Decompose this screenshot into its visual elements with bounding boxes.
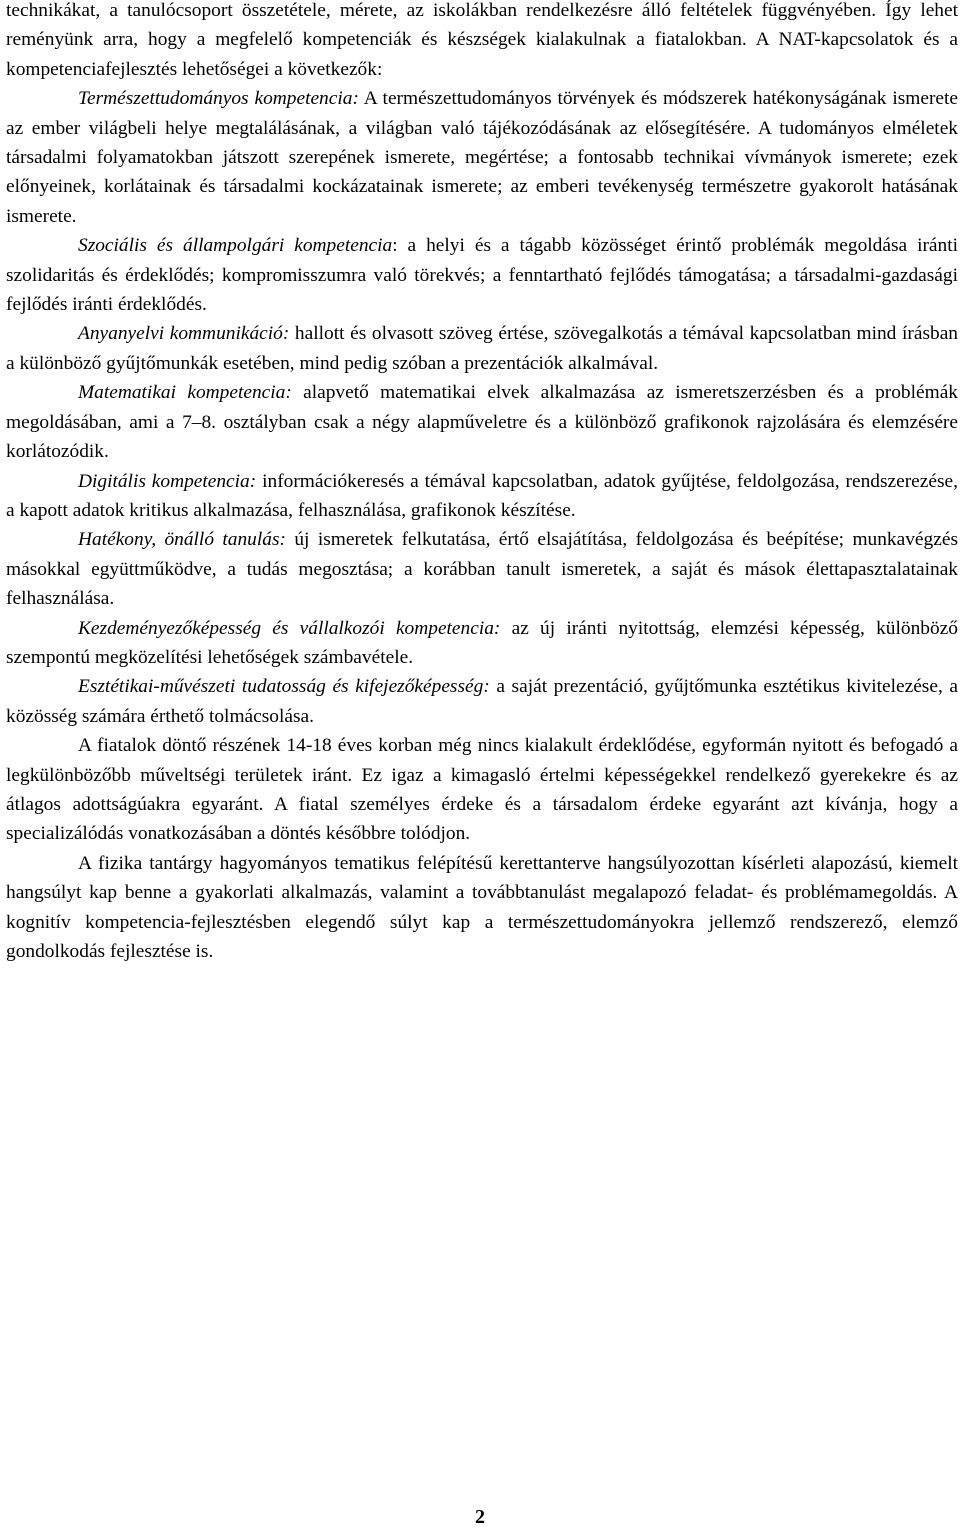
paragraph-esztetikai-tudatossag xyxy=(6,672,958,731)
paragraph-fizika-tantargy xyxy=(6,849,958,967)
competency-term: Szociális és állampolgári kompetencia xyxy=(78,235,393,257)
paragraph-text: új ismeretek felkutatása, értő elsajátítása, feldolgozása és beépítése; munkavégzés másokkal együttműködve, a tudás megosztása; a korábban tanult ismeretek, a saját és mások élettapasztalatainak felhasználása. xyxy=(6,529,958,610)
paragraph-text: A fiatalok döntő részének 14-18 éves korban még nincs kialakult érdeklődése, egyformán nyitott és befogadó a legkülönbözőbb műveltségi területek iránt. Ez igaz a kimagasló értelmi képességekkel rendelkező gyerekekre és az átlagos adottságúakra egyaránt. A fiatal személyes érdeke és a társadalom érdeke egyaránt azt kívánja, hogy a specializálódás vonatkozásában a döntés későbbre tolódjon. xyxy=(6,735,958,845)
paragraph-matematikai-kompetencia xyxy=(6,378,958,466)
paragraph-text: A természettudományos törvények és módszerek hatékonyságának ismerete az ember világbeli helye megtalálásának, a világban való tájékozódásának az elősegítésére. A tudományos elméletek társadalmi folyamatokban játszott szerepének ismerete, megértése; a fontosabb technikai vívmányok ismerete; ezek előnyeinek, korlátainak és társadalmi kockázatainak ismerete; az emberi tevékenység természetre gyakorolt hatásának ismerete. xyxy=(6,88,958,227)
paragraph-fiatalok xyxy=(6,731,958,849)
body-text xyxy=(6,0,958,966)
paragraph-hatekony-tanulas xyxy=(6,525,958,613)
paragraph-kezdemenyezokepesseg xyxy=(6,614,958,673)
competency-term: Természettudományos kompetencia: xyxy=(78,88,359,110)
competency-term: Kezdeményezőképesség és vállalkozói kompetencia: xyxy=(78,617,501,639)
paragraph-text: hallott és olvasott szöveg értése, szövegalkotás a témával kapcsolatban mind írásban a különböző gyűjtőmunkák esetében, mind pedig szóban a prezentációk alkalmával. xyxy=(6,323,959,374)
paragraph-text: : a helyi és a tágabb közösséget érintő problémák megoldása iránti szolidaritás és érdeklődés; kompromisszumra való törekvés; a fenntartható fejlődés támogatása; a társadalmi-gazdasági fejlődés iránti érdeklődés. xyxy=(6,235,959,316)
paragraph-text: információkeresés a témával kapcsolatban, adatok gyűjtése, feldolgozása, rendszerezése, a kapott adatok kritikus alkalmazása, felhasználása, grafikonok készítése. xyxy=(6,470,958,521)
paragraph-text: alapvető matematikai elvek alkalmazása az ismeretszerzésben és a problémák megoldásában, ami a 7–8. osztályban csak a négy alapműveletre és a különböző grafikonok rajzolására és elemzésére korlátozódik. xyxy=(6,382,958,463)
competency-term: Hatékony, önálló tanulás: xyxy=(78,529,286,551)
paragraph-intro xyxy=(6,0,958,84)
paragraph-szocialis-kompetencia xyxy=(6,231,958,319)
competency-term: Digitális kompetencia: xyxy=(78,470,257,492)
paragraph-digitalis-kompetencia xyxy=(6,467,958,526)
paragraph-termeszettudomanyos-kompetencia xyxy=(6,84,958,231)
paragraph-text: technikákat, a tanulócsoport összetétele, mérete, az iskolákban rendelkezésre álló feltételek függvényében. Így lehet reményünk arra, hogy a megfelelő kompetenciák és készségek kialakulnak a fiatalokban. A NAT-kapcsolatok és a kompetenciafejlesztés lehetőségei a következők: xyxy=(6,0,958,80)
paragraph-anyanyelvi-kommunikacio xyxy=(6,319,958,378)
paragraph-text: a saját prezentáció, gyűjtőmunka esztétikus kivitelezése, a közösség számára érthető tolmácsolása. xyxy=(6,676,958,727)
competency-term: Matematikai kompetencia: xyxy=(78,382,292,404)
competency-term: Esztétikai-művészeti tudatosság és kifejezőképesség: xyxy=(78,676,490,698)
page-number: 2 xyxy=(475,1506,485,1528)
paragraph-text: az új iránti nyitottság, elemzési képesség, különböző szempontú megközelítési lehetőségek számbavétele. xyxy=(6,617,958,668)
competency-term: Anyanyelvi kommunikáció: xyxy=(78,323,290,345)
paragraph-text: A fizika tantárgy hagyományos tematikus felépítésű kerettanterve hangsúlyozottan kísérleti alapozású, kiemelt hangsúlyt kap benne a gyakorlati alkalmazás, valamint a továbbtanulást megalapozó feladat- és problémamegoldás. A kognitív kompetencia-fejlesztésben elegendő súlyt kap a természettudományokra jellemző rendszerező, elemző gondolkodás fejlesztése is. xyxy=(6,852,958,962)
